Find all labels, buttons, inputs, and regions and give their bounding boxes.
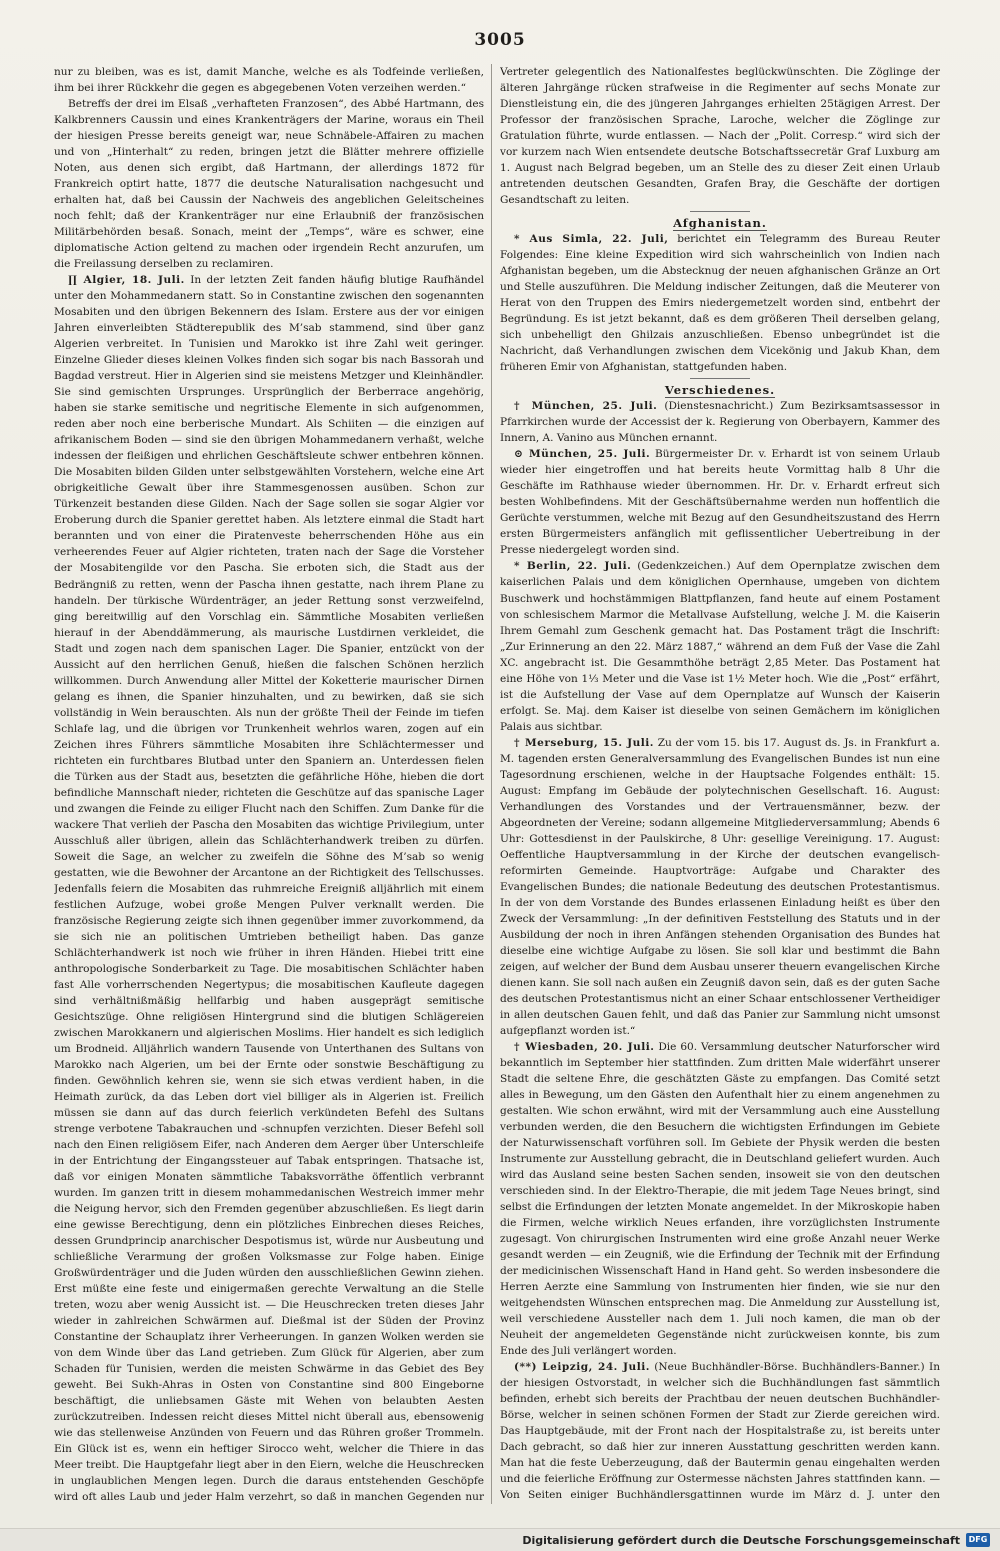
article-algier: [54, 272, 484, 1504]
article-muenchen-2-body: Bürgermeister Dr. v. Erhardt ist von seinem Urlaub wieder hier eingetroffen und hat bereits heute Vormittag halb 8 Uhr die Geschäfte im Rathhause wieder übernommen. Hr. Dr. v. Erhardt erfreut sich besten Wohlbefindens. Mit der Geschäftsübernahme werden nun hoffentlich die Gerüchte verstummen, welche mit Bezug auf den Gesundheitszustand des Herrn ersten Bürgermeisters anfänglich mit geflissentlicher Uebertreibung in der Presse niedergelegt worden sind.: [500, 448, 940, 557]
article-wiesbaden-body: Die 60. Versammlung deutscher Naturforscher wird bekanntlich im September hier stattfinden. Zum dritten Male widerfährt unserer Stadt die seltene Ehre, die geschätzten Gäste zu empfangen. Das Comité setzt alles in Bewegung, um den Gästen den Aufenthalt hier zu einem angenehmen zu gestalten. Wie schon erwähnt, wird mit der Versammlung auch eine Ausstellung verbunden werden, die den Besuchern die wichtigsten Erfindungen im Gebiete der Naturwissenschaft vorführen soll. Im Gebiete der Physik werden die besten Instrumente zur Ausstellung gebracht, die in Deutschland geliefert wurden. Auch wird das Ausland seine besten Sachen senden, insoweit sie von den deutschen verschieden sind. In der Elektro-Therapie, die mit jedem Tage Neues bringt, sind selbst die Erfindungen der letzten Monate angemeldet. In der Mikroskopie haben die Firmen, welche wirklich Neues erfanden, ihre vorzüglichsten Instrumente zugesagt. Von chirurgischen Instrumenten wird eine große Anzahl neuer Werke gesandt werden — ein Zeugniß, wie die Erfindung der Technik mit der Erfindung der medicinischen Wissenschaft Hand in Hand geht. So werden insbesondere die Herren Aerzte eine Sammlung von Instrumenten hier finden, wie sie nur den weitgehendsten Wünschen entsprechen mag. Die Anmeldung zur Ausstellung ist, weil verschiedene Aussteller nach dem 1. Juli noch kamen, die man ob der Neuheit der angemeldeten Gegenstände nicht zurückweisen konnte, bis zum Ende des Juli verlängert worden.: [500, 1040, 940, 1358]
dateline-algier: ∏ Algier, 18. Juli.: [68, 274, 185, 287]
dateline-merseburg: † Merseburg, 15. Juli.: [514, 736, 654, 749]
article-simla: [500, 231, 940, 375]
dateline-simla: * Aus Simla, 22. Juli,: [514, 233, 669, 246]
article-muenchen-1-body: (Dienstesnachricht.) Zum Bezirksamtsassessor in Pfarrkirchen wurde der Accessist der k. Regierung von Oberbayern, Kammer des Innern, A. Vanino aus München ernannt.: [500, 400, 940, 445]
article-continuation: nur zu bleiben, was es ist, damit Manche, welche es als Todfeinde verließen, ihm bei ihrer Rückkehr die gegen es abgegebenen Voten verzeihen werden.“: [54, 66, 484, 95]
digitization-footer: [0, 1528, 1000, 1551]
left-column: [54, 64, 484, 1504]
section-divider: [690, 211, 750, 212]
page-number: 3005: [474, 30, 526, 50]
section-divider: [690, 378, 750, 379]
article-muenchen-1: [500, 398, 940, 446]
footer-credit: Digitalisierung gefördert durch die Deutsche Forschungsgemeinschaft: [522, 1534, 960, 1547]
article-elsass: Betreffs der drei im Elsaß „verhafteten Franzosen“, des Abbé Hartmann, des Kalkbrenners Caussin und eines Krankenträgers der Marine, woraus ein Theil der hiesigen Presse bereits geneigt war, neue Schnäbele-Affairen zu machen und von „Hinterhalt“ zu reden, bringen jetzt die Blätter mehrere offizielle Noten, aus denen sich ergibt, daß Hartmann, der allerdings 1872 für Frankreich optirt hatte, 1877 die deutsche Naturalisation nachgesucht und erhalten hat, daß bei Caussin der Nachweis des angeblichen Geleitscheines noch fehlt; daß der Krankenträger nur eine Erlaubniß der französischen Militärbehörden besaß. Sonach, meint der „Temps“, wäre es schwer, eine diplomatische Action geltend zu machen oder irgendein Recht anzurufen, um die Freilassung derselben zu reclamiren.: [54, 98, 484, 271]
dateline-muenchen-1: † München, 25. Juli.: [514, 400, 658, 413]
article-berlin-body: (Gedenkzeichen.) Auf dem Opernplatze zwischen dem kaiserlichen Palais und dem königlichen Opernhause, umgeben von dichtem Buschwerk und hochstämmigen Blattpflanzen, fand heute auf einem Postament von schlesischem Marmor die Metallvase Aufstellung, welche J. M. die Kaiserin Ihrem Gemahl zum Geschenk gemacht hat. Das Postament trägt die Inschrift: „Zur Erinnerung an den 22. März 1887,“ während an dem Fuß der Vase die Zahl XC. angebracht ist. Die Gesammthöhe beträgt 2,85 Meter. Das Postament hat eine Höhe von 1⅓ Meter und die Vase ist 1½ Meter hoch. Wie die „Post“ erfährt, ist die Aufstellung der Vase auf dem Opernplatze auf Wunsch der Kaiserin erfolgt. Se. Maj. dem Kaiser ist dieselbe von seinen Gemächern im königlichen Palais aus sichtbar.: [500, 560, 940, 733]
article-leipzig-body: (Neue Buchhändler-Börse. Buchhändlers-Banner.) In der hiesigen Ostvorstadt, in welcher sich die Buchhändlungen fast sämmtlich befinden, erhebt sich bereits der Prachtbau der neuen deutschen Buchhändler-Börse, welcher in seinen schönen Formen der Stadt zur Zierde gereichen wird. Das Hauptgebäude, mit der Front nach der Hospitalstraße zu, ist bereits unter Dach gebracht, so daß hier zur inneren Ausstattung geschritten werden kann. Man hat die feste Ueberzeugung, daß der Bautermin genau eingehalten werden und die feierliche Eröffnung zur Ostermesse nächsten Jahres stattfinden kann. — Von Seiten einiger Buchhändlersgattinnen wurde im März d. J. unter den: [500, 1361, 940, 1502]
dfg-logo-icon: DFG: [966, 1533, 990, 1547]
article-merseburg-body: Zu der vom 15. bis 17. August ds. Js. in Frankfurt a. M. tagenden ersten Generalversammlung des Evangelischen Bundes ist nun eine Tagesordnung erschienen, welche in der Hauptsache Folgendes enthält: 15. August: Empfang im Gebäude der polytechnischen Gesellschaft. 16. August: Verhandlungen des Vorstandes und der Vertrauensmänner, bezw. der Abgeordneten der Vereine; sodann allgemeine Mitgliederversammlung; Abends 6 Uhr: Gottesdienst in der Paulskirche, 8 Uhr: gesellige Vereinigung. 17. August: Oeffentliche Hauptversammlung in der Kirche der deutschen evangelisch-reformirten Gemeinde. Hauptvorträge: Aufgabe und Charakter des Evangelischen Bundes; die nationale Bedeutung des deutschen Protestantismus. In der von dem Vorstande des Bundes erlassenen Einladung heißt es über den Zweck der Versammlung: „In der definitiven Feststellung des Statuts und in der Ausbildung der noch in ihren Anfängen stehenden Organisation des Bundes hat dieselbe eine wichtige Aufgabe zu lösen. Sie soll klar und bestimmt die Bahn zeigen, auf welcher der Bund dem Ausbau unserer theuern evangelischen Kirche dienen kann. Sie soll nach außen ein Zeugniß davon sein, daß es der guten Sache des deutschen Protestantismus nicht an einer Schaar entschlossener Vertheidiger in allen deutschen Gauen fehlt, und daß das Panier zur Sammlung nicht umsonst aufgepflanzt worden ist.“: [500, 736, 940, 1037]
column-rule: [491, 64, 492, 1504]
dateline-wiesbaden: † Wiesbaden, 20. Juli.: [514, 1040, 655, 1053]
article-simla-body: berichtet ein Telegramm des Bureau Reuter Folgendes: Eine kleine Expedition wird sich wahrscheinlich von Indien nach Afghanistan begeben, um die Abstecknug der neuen afghanischen Gränze an Ort und Stelle auszuführen. Die Meldung indischer Zeitungen, daß die Meuterer von Herat von den Truppen des Emirs niedergemetzelt worden sind, entbehrt der Begründung. Es ist jetzt bekannt, daß es dem größeren Theil derselben gelang, sich unbehelligt den Ghilzais anzuschließen. Ebenso unbegründet ist die Nachricht, daß Verhandlungen zwischen dem Vicekönig und Jakub Khan, dem früheren Emir von Afghanistan, stattgefunden haben.: [500, 233, 940, 374]
section-heading-afghanistan: Afghanistan.: [673, 216, 767, 231]
dateline-leipzig: (**) Leipzig, 24. Juli.: [514, 1361, 650, 1374]
right-column: [500, 64, 940, 1504]
article-belgrad-continuation: Vertreter gelegentlich des Nationalfestes beglückwünschten. Die Zöglinge der älteren Jahrgänge rücken strafweise in die Regimenter auf sechs Monate zur Dienstleistung ein, die des jüngeren Jahrganges erhielten 25tägigen Arrest. Der Professor der französischen Sprache, Laroche, welcher die Zöglinge zur Gratulation führte, wurde entlassen. — Nach der „Polit. Corresp.“ wird sich der vor kurzem nach Wien entsendete deutsche Botschaftssecretär Graf Luxburg am 1. August nach Belgrad begeben, um an Stelle des zu dieser Zeit einen Urlaub antretenden deutschen Gesandten, Grafen Bray, die Geschäfte der dortigen Gesandtschaft zu leiten.: [500, 66, 940, 207]
article-algier-body: In der letzten Zeit fanden häufig blutige Raufhändel unter den Mohammedanern statt. So in Constantine zwischen den sogenannten Mosabiten und den übrigen Bekennern des Islam. Erstere aus der vor einigen Jahren einverleibten Städterepublik des M’sab stammend, sind über ganz Algerien verbreitet. In Tunisien und Marokko ist ihre Zahl weit geringer. Einzelne Glieder dieses kleinen Volkes finden sich sogar bis nach Bassorah und Bagdad verstreut. Hier in Algerien sind sie meistens Metzger und Kleinhändler. Sie sind gemischten Ursprunges. Ursprünglich der Berberrace angehörig, haben sie starke semitische und negritische Elemente in sich aufgenommen, reden aber noch eine berberische Mundart. Als Schiiten — die einzigen auf afrikanischem Boden — sind sie den übrigen Mohammedanern verhaßt, welche indessen der fleißigen und ehrlichen Geschäftsleute schwer entbehren können. Die Mosabiten bilden Gilden unter selbstgewählten Vorstehern, welche eine Art obrigkeitliche Gewalt über ihre Stammesgenossen ausüben. Schon zur Türkenzeit bestanden diese Gilden. Nach der Sage sollen sie sogar Algier vor Eroberung durch die Spanier gerettet haben. Als letztere einmal die Stadt hart berannten und von einer die Piratenveste beherrschenden Höhe aus ein verheerendes Feuer auf Algier richteten, traten nach der Sage die Vorsteher der Mosabitengilde vor den Pascha. Sie erboten sich, die Stadt aus der Bedrängniß zu retten, wenn der Pascha ihnen gestatte, nach ihrem Plane zu handeln. Der türkische Würdenträger, an jeder Rettung sonst verzweifelnd, ging bereitwillig auf den Vorschlag ein. Sämmtliche Mosabiten verließen hierauf in der Abenddämmerung, als maurische Lustdirnen verkleidet, die Stadt und zogen nach dem spanischen Lager. Die Spanier, entzückt von der Aussicht auf den herrlichen Genuß, hießen die falschen Schönen herzlich willkommen. Durch Anwendung aller Mittel der Koketterie maurischer Dirnen gelang es ihnen, die Spanier hinzuhalten, und zu bewirken, daß sie sich vollständig in Wein berauschten. Als nun der größte Theil der Feinde im tiefen Schlafe lag, und die übrigen vor Trunkenheit wehrlos waren, zogen auf ein Zeichen ihres Führers sämmtliche Mosabiten ihre Schlächtermesser und richteten ein furchtbares Blutbad unter den Spaniern an. Unterdessen fielen die Türken aus der Stadt aus, besetzten die gefährliche Höhe, hieben die dort befindliche Mannschaft nieder, richteten die Geschütze auf das spanische Lager und zwangen die Feinde zu eiliger Flucht nach den Schiffen. Zum Danke für die wackere That verlieh der Pascha den Mosabiten das wichtige Privilegium, unter Ausschluß aller übrigen, allein das Schlächterhandwerk treiben zu dürfen. Soweit die Sage, an welcher zu zweifeln die Söhne des M’sab so wenig gestatten, wie die Bewohner der Arcantone an der Richtigkeit des Tellschusses. Jedenfalls feiern die Mosabiten das ruhmreiche Ereigniß alljährlich mit einem festlichen Aufzuge, wobei große Mengen Pulver verknallt werden. Die französische Regierung zeigte sich ihnen gegenüber immer zuvorkommend, da sie sich nie an politischen Umtrieben betheiligt haben. Das ganze Schlächterhandwerk ist noch wie früher in ihren Händen. Hiebei tritt eine anthropologische Sonderbarkeit zu Tage. Die mosabitischen Schlächter haben fast Alle vorherrschenden Negertypus; die mosabitischen Kaufleute dagegen sind verhältnißmäßig hellfarbig und haben ausgeprägt semitische Gesichtszüge. Ohne religiösen Hintergrund sind die blutigen Schlägereien zwischen Marokkanern und algierischen Moslims. Hier handelt es sich lediglich um Brodneid. Alljährlich wandern Tausende von Unterthanen des Sultans von Marokko nach Algerien, um bei der Ernte oder sonstwie Beschäftigung zu finden. Gewöhnlich kehren sie, wenn sie sich etwas verdient haben, in die Heimath zurück, da das Leben dort viel billiger als in Algerien ist. Freilich müssen sie dann auf das durch feierlich verkündeten Befehl des Sultans strenge verbotene Tabakrauchen und -schnupfen verzichten. Dieser Befehl soll nach den Einen religiösem Eifer, nach Anderen dem Aerger über Unterschleife in der Entrichtung der Eingangssteuer auf Tabak entspringen. Thatsache ist, daß vor einigen Monaten sämmtliche Tabaksvorräthe öffentlich verbrannt wurden. Im ganzen tritt in diesem mohammedanischen Westreich immer mehr die Neigung hervor, sich den Fremden gegenüber abzuschließen. Es liegt darin eine gewisse Berechtigung, denn ein plötzliches Einbrechen dieses Reiches, dessen Grundprincip anarchischer Despotismus ist, würde nur Ausbeutung und schließliche Verarmung der großen Volksmasse zur Folge haben. Einige Großwürdenträger und die Juden würden den ausschließlichen Gewinn ziehen. Erst müßte eine feste und einigermaßen gerechte Verwaltung an die Stelle treten, wozu aber wenig Aussicht ist. — Die Heuschrecken treten dieses Jahr wieder in zahlreichen Schwärmen auf. Dießmal ist der Süden der Provinz Constantine der Schauplatz ihrer Verheerungen. In ganzen Wolken werden sie von dem Winde über das Land getrieben. Zum Glück für Algerien, aber zum Schaden für Tunisien, werden die meisten Schwärme in das Gebiet des Bey geweht. Bei Sukh-Ahras in Osten von Constantine sind 800 Eingeborne beschäftigt, die unliebsamen Gäste mit Wehen von belaubten Aesten zurückzutreiben. Indessen reicht dieses Mittel nicht überall aus, ebensowenig wie das stellenweise Anzünden von Feuern und das Rühren großer Trommeln. Ein Glück ist es, wenn ein heftiger Sirocco weht, welcher die Thiere in das Meer treibt. Die Hauptgefahr liegt aber in den Eiern, welche die Heuschrecken in unglaublichen Mengen legen. Durch die daraus entstehenden Geschöpfe wird oft alles Laub und jeder Halm verzehrt, so daß in manchen Gegenden nur: [54, 274, 484, 1504]
dateline-berlin: * Berlin, 22. Juli.: [514, 560, 632, 573]
section-heading-verschiedenes: Verschiedenes.: [664, 383, 776, 398]
dateline-muenchen-2: ⊙ München, 25. Juli.: [514, 448, 651, 461]
article-leipzig: [500, 1359, 940, 1504]
article-muenchen-2: [500, 446, 940, 558]
article-merseburg: [500, 735, 940, 1039]
article-berlin: [500, 558, 940, 734]
article-wiesbaden: [500, 1039, 940, 1359]
